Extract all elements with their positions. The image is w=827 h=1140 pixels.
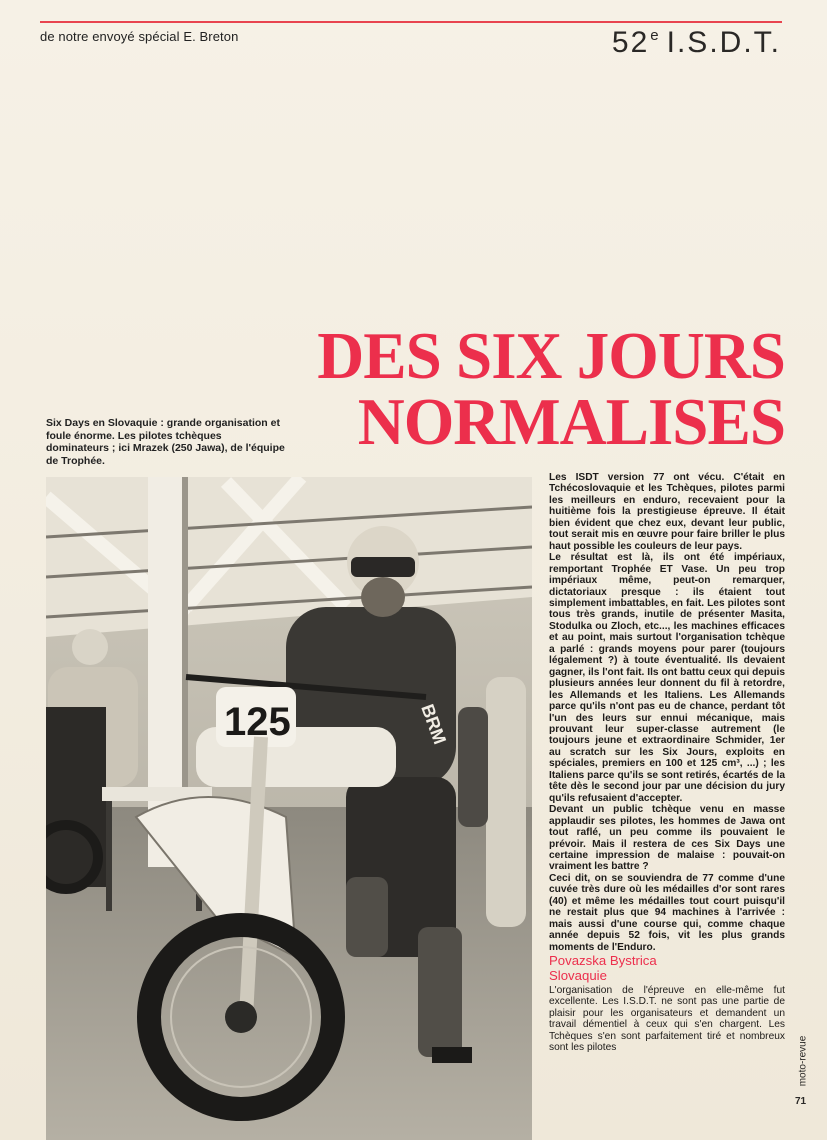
event-name: I.S.D.T. xyxy=(666,26,781,59)
spectator xyxy=(486,677,526,927)
article-body xyxy=(549,472,785,1054)
rider-boot-left xyxy=(346,877,388,957)
event-ordinal: e xyxy=(650,27,661,44)
headline-line-1: DES SIX JOURS xyxy=(317,319,785,393)
subhead-line-2: Slovaquie xyxy=(549,968,607,984)
jacket-lettering: BRM xyxy=(417,701,451,747)
rider-beard xyxy=(361,577,405,617)
page-number: 71 xyxy=(795,1096,807,1107)
rider-photo xyxy=(46,477,532,1140)
article-paragraph: L'organisation de l'épreuve en elle-même fut excellente. Les I.S.D.T. ne sont pas une partie de plaisir pour les organisateurs et demandent un travail démentiel à ceux qui s'en chargent. Les Tchèques s'en sont parfaitement tiré et nombreux sont les pilotes xyxy=(549,985,785,1054)
front-hub xyxy=(225,1001,257,1033)
event-number: 52 xyxy=(611,26,650,59)
photo-caption: Six Days en Slovaquie : grande organisation et foule énorme. Les pilotes tchèques dominateurs ; ici Mrazek (250 Jawa), de l'équipe de Trophée. xyxy=(46,417,285,467)
rider-goggles xyxy=(351,557,415,577)
subhead-line-1: Povazska Bystrica xyxy=(549,953,657,969)
article-paragraph: Le résultat est là, ils ont été impériaux, remportant Trophée ET Vase. Un peu trop impériaux même, peut-on remarquer, dictatoriaux presque : ils étaient tout simplement imbattables, en fait. Les pilotes sont tous très grands, inutile de présenter Masita, Stodulka ou Zloch, etc..., les machines efficaces et au point, mais surtout l'organisation tchèque a parlé : grands moyens pour parer (toujours légalement ?) à toute éventualité. Ils devaient gagner, ils l'ont fait. Ils ont battu ceux qui depuis plusieurs années leur donnent du fil à retordre, les Allemands et les Italiens. Les Allemands parce qu'ils n'ont pas eu de chance, perdant tôt l'un des leurs sur ennui mécanique, mais prouvant leur super-classe autrement (le toujours jeune et extraordinaire Schmider, 1er au scratch sur les Six Jours, exploits en spéciales, premiers en 100 et 125 cm³, ...) ; les Italiens parce qu'ils se sont retirés, écartés de la tête dès le second jour par une décision du jury qu'ils refusaient d'accepter. xyxy=(549,552,785,804)
magazine-name xyxy=(793,1032,813,1090)
number-plate-number: 125 xyxy=(224,700,291,744)
headline-line-2: NORMALISES xyxy=(357,385,785,459)
top-red-rule xyxy=(40,21,782,23)
headline xyxy=(290,319,785,459)
byline: de notre envoyé spécial E. Breton xyxy=(40,29,239,44)
bg-rider-helmet xyxy=(72,629,108,665)
rider-boot-right xyxy=(418,927,462,1057)
event-title xyxy=(612,26,781,60)
magazine-name-text: moto-revue xyxy=(797,1035,809,1087)
section-subhead xyxy=(549,953,785,983)
article-paragraph: Devant un public tchèque venu en masse applaudir ses pilotes, les hommes de Jawa ont tout raflé, un peu comme ils pouvaient le prévoir. Mais il restera de ces Six Days une certaine impression de malaise : pouvait-on vraiment les battre ? xyxy=(549,804,785,873)
article-paragraph: Ceci dit, on se souviendra de 77 comme d'une cuvée très dure où les médailles d'or sont rares (40) et même les médailles tout court puisqu'il ne restait plus que 94 machines à l'arrivée : mais aussi d'une course qui, comme chaque année depuis 52 fois, vit les plus grands moments de l'Enduro. xyxy=(549,872,785,953)
article-paragraph: Les ISDT version 77 ont vécu. C'était en Tchécoslovaquie et les Tchèques, pilotes parmi les meilleurs en enduro, recevaient pour la huitième fois la prestigieuse épreuve. Il était bien évident que chez eux, devant leur public, tout serait mis en œuvre pour faire briller le plus haut possible les couleurs de leur pays. xyxy=(549,472,785,552)
